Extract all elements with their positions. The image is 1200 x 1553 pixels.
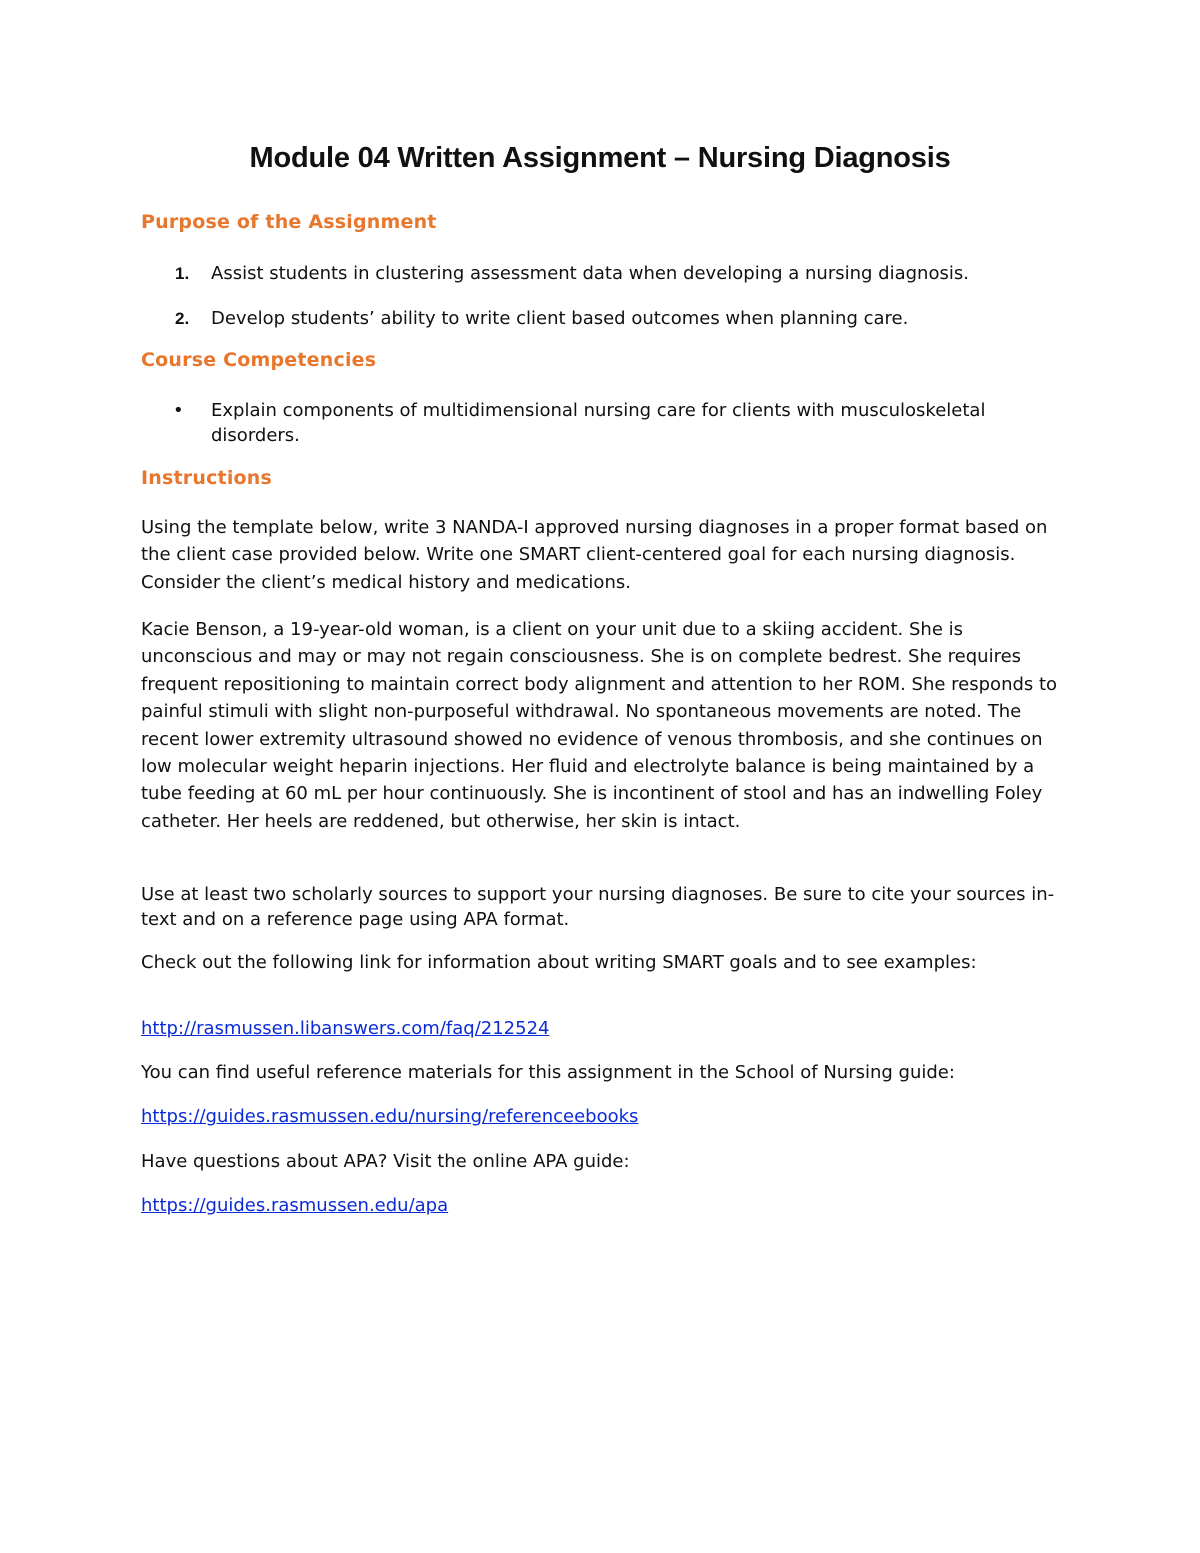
sources-note: Use at least two scholarly sources to support your nursing diagnoses. Be sure to cite your sources in-text and on a reference page using APA format. [141, 884, 1055, 930]
list-item-text: Assist students in clustering assessment data when developing a nursing diagnosis. [211, 263, 969, 284]
instructions-intro: Using the template below, write 3 NANDA-I approved nursing diagnoses in a proper format based on the client case provided below. Write one SMART client-centered goal for each nursing diagnosis. Consider the client’s medical history and medications. [141, 517, 1048, 593]
smart-goals-link-paragraph [141, 1015, 1066, 1042]
nursing-guide-link-paragraph [141, 1103, 1066, 1130]
purpose-heading: Purpose of the Assignment [141, 211, 437, 233]
instructions-heading: Instructions [141, 467, 273, 489]
nursing-guide-note: You can find useful reference materials for this assignment in the School of Nursing guide: [141, 1062, 955, 1083]
apa-guide-note: Have questions about APA? Visit the online APA guide: [141, 1151, 630, 1172]
apa-guide-link[interactable]: https://guides.rasmussen.edu/apa [141, 1195, 449, 1216]
list-item-text: Explain components of multidimensional nursing care for clients with musculoskeletal disorders. [211, 400, 986, 446]
smart-goals-link[interactable]: http://rasmussen.libanswers.com/faq/212524 [141, 1018, 550, 1039]
list-marker: 2. [175, 309, 190, 328]
document-title: Module 04 Written Assignment – Nursing Diagnosis [249, 142, 951, 174]
document-page [141, 0, 1066, 1553]
client-case: Kacie Benson, a 19-year-old woman, is a client on your unit due to a skiing accident. She is unconscious and may or may not regain consciousness. She is on complete bedrest. She requires frequent repositioning to maintain correct body alignment and attention to her ROM. She responds to painful stimuli with slight non-purposeful withdrawal. No spontaneous movements are noted. The recent lower extremity ultrasound showed no evidence of venous thrombosis, and she continues on low molecular weight heparin injections. Her fluid and electrolyte balance is being maintained by a tube feeding at 60 mL per hour continuously. She is incontinent of stool and has an indwelling Foley catheter. Her heels are reddened, but otherwise, her skin is intact. [141, 619, 1058, 832]
competencies-heading: Course Competencies [141, 349, 377, 371]
list-marker: 1. [175, 264, 190, 283]
list-item-text: Develop students’ ability to write client based outcomes when planning care. [211, 308, 909, 329]
apa-guide-link-paragraph [141, 1192, 1066, 1219]
smart-goals-note: Check out the following link for information about writing SMART goals and to see examples: [141, 952, 977, 973]
bullet-icon: • [173, 400, 184, 421]
nursing-guide-link[interactable]: https://guides.rasmussen.edu/nursing/referenceebooks [141, 1106, 639, 1127]
